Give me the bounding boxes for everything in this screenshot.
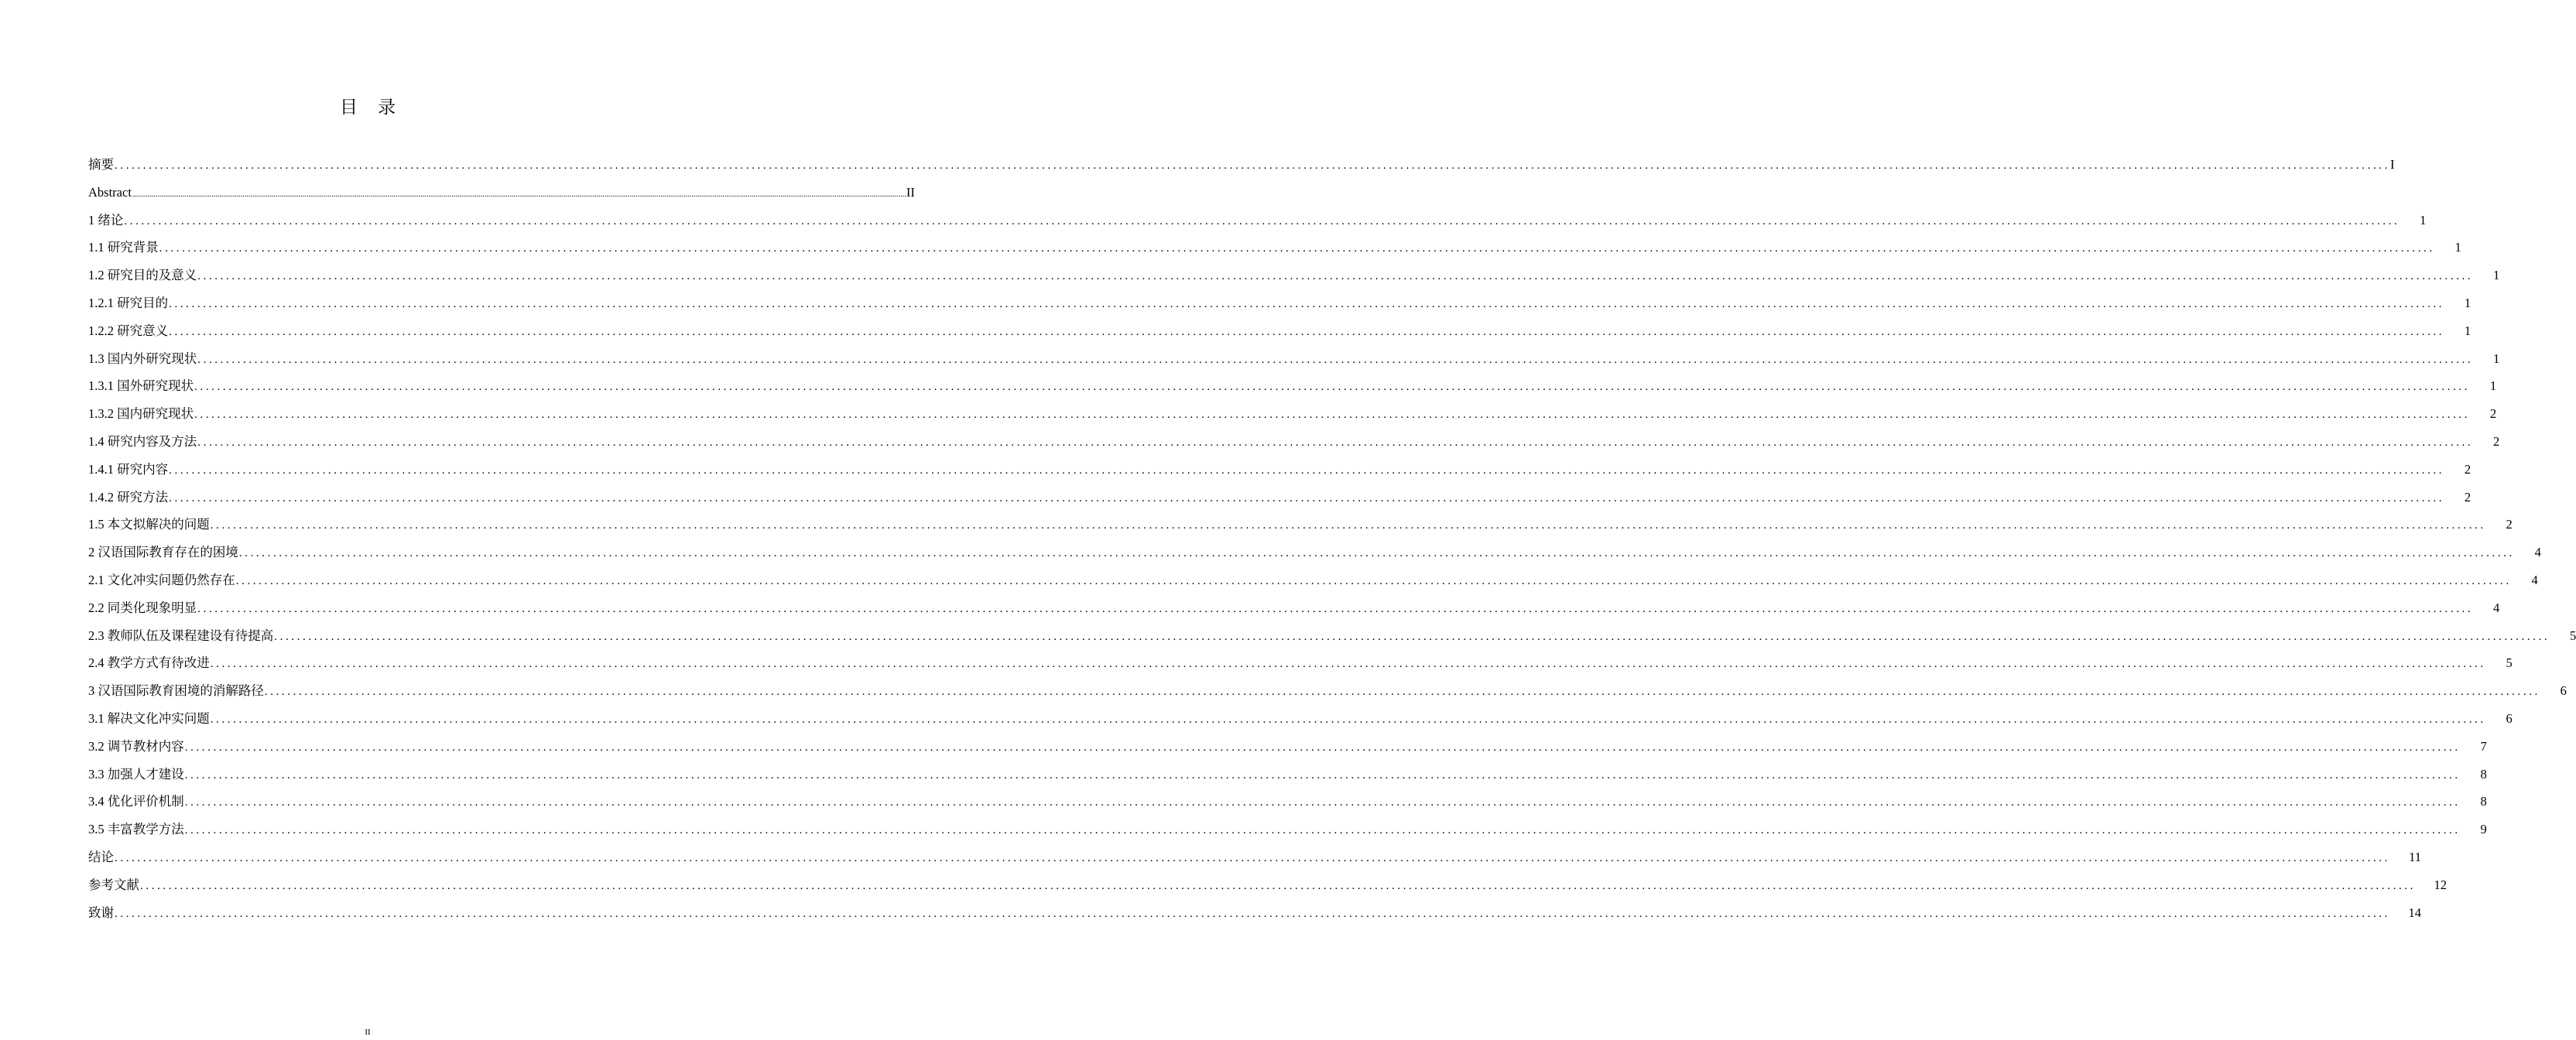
toc-entry[interactable] <box>88 234 2461 262</box>
toc-entry-label: Abstract <box>88 184 132 200</box>
toc-entry-page: 2 <box>2464 461 2472 477</box>
toc-leader-dots: ................................................................................................................................................................................................................................................................................................................................................................................................................ <box>184 824 2461 837</box>
toc-entry-page: 1 <box>2493 268 2500 283</box>
toc-entry[interactable] <box>88 289 2472 317</box>
toc-entry[interactable] <box>88 871 2447 899</box>
toc-entry-label: 1.4.1 研究内容 <box>88 461 169 477</box>
toc-leader-dots: ................................................................................................................................................................................................................................................................................................................................................................................................................ <box>264 686 2540 699</box>
toc-entry-label: 1.4.2 研究方法 <box>88 489 169 505</box>
toc-entry-page: 6 <box>2506 710 2513 726</box>
toc-leader-dots: ................................................................................................................................................................................................................................................................................................................................................................................................................ <box>197 436 2474 449</box>
toc-entry-label: 1.3 国内外研究现状 <box>88 351 197 366</box>
page-title: 目录 <box>340 98 416 118</box>
toc-entry-label: 致谢 <box>88 905 114 920</box>
toc-entry-label: 2.2 同类化现象明显 <box>88 600 197 615</box>
toc-entry-page: 1 <box>2454 240 2461 255</box>
toc-leader-dots: ................................................................................................................................................................................................................................................................................................................................................................................................................ <box>115 907 2390 920</box>
toc-entry-page: 4 <box>2493 600 2500 615</box>
toc-entry-page: 1 <box>2420 212 2427 228</box>
toc-leader-dots: ................................................................................................................................................................................................................................................................................................................................................................................................................ <box>184 768 2461 782</box>
toc-leader-dots: ................................................................................................................................................................................................................................................................................................................................................................................................................ <box>140 879 2416 892</box>
toc-entry-label: 1.1 研究背景 <box>88 240 159 255</box>
toc-entry[interactable] <box>88 207 2427 234</box>
toc-entry-label: 摘要 <box>88 157 114 172</box>
toc-leader-dots: ................................................................................................................................................................................................................................................................................................................................................................................................................ <box>274 630 2550 643</box>
toc-entry[interactable] <box>88 899 2421 927</box>
toc-entry-label: 1.5 本文拟解决的问题 <box>88 517 210 532</box>
toc-entry[interactable] <box>88 317 2472 345</box>
toc-entry[interactable] <box>88 594 2500 622</box>
toc-entry[interactable] <box>88 179 915 207</box>
table-of-contents <box>88 151 2576 926</box>
page-number: II <box>365 1028 371 1037</box>
toc-entry-page: 1 <box>2464 323 2472 338</box>
toc-entry-label: 3.4 优化评价机制 <box>88 794 184 809</box>
toc-leader-dots: ................................................................................................................................................................................................................................................................................................................................................................................................................ <box>124 214 2400 228</box>
toc-entry-label: 2.1 文化冲实问题仍然存在 <box>88 572 235 587</box>
toc-leader-dots: ................................................................................................................................................................................................................................................................................................................................................................................................................ <box>169 464 2445 477</box>
toc-entry-page: 2 <box>2489 406 2497 422</box>
toc-entry-page: 1 <box>2464 295 2472 310</box>
toc-leader-dots: ................................................................................................................................................................................................................................................................................................................................................................................................................ <box>197 602 2474 615</box>
toc-entry[interactable] <box>88 511 2513 539</box>
toc-entry[interactable] <box>88 566 2538 594</box>
toc-entry-page: 1 <box>2493 351 2500 366</box>
toc-entry-label: 3.3 加强人才建设 <box>88 766 184 782</box>
toc-entry-label: 2 汉语国际教育存在的困境 <box>88 545 238 560</box>
toc-entry[interactable] <box>88 622 2576 650</box>
toc-leader-dots: ................................................................................................................................................................................................................................................................................................................................................................................................................ <box>197 270 2474 283</box>
toc-entry-page: 11 <box>2409 849 2421 864</box>
toc-entry[interactable] <box>88 345 2500 373</box>
toc-entry-page: 5 <box>2506 655 2513 671</box>
toc-entry[interactable] <box>88 816 2487 843</box>
toc-entry[interactable] <box>88 456 2472 484</box>
toc-entry[interactable] <box>88 843 2421 871</box>
toc-leader-dots: ................................................................................................................................................................................................................................................................................................................................................................................................................ <box>132 190 906 199</box>
toc-entry-label: 1.3.1 国外研究现状 <box>88 378 194 394</box>
toc-entry[interactable] <box>88 677 2567 705</box>
toc-entry-label: 结论 <box>88 849 114 864</box>
toc-entry-page: 4 <box>2534 545 2541 560</box>
toc-entry[interactable] <box>88 539 2541 566</box>
toc-leader-dots: ................................................................................................................................................................................................................................................................................................................................................................................................................ <box>169 325 2445 338</box>
toc-entry-page: 1 <box>2489 378 2497 394</box>
toc-entry-label: 3.1 解决文化冲实问题 <box>88 710 210 726</box>
toc-entry-label: 1.2.2 研究意义 <box>88 323 169 338</box>
toc-leader-dots: ................................................................................................................................................................................................................................................................................................................................................................................................................ <box>194 409 2471 422</box>
toc-leader-dots: ................................................................................................................................................................................................................................................................................................................................................................................................................ <box>184 741 2461 754</box>
toc-entry[interactable] <box>88 428 2500 456</box>
toc-entry-page: 7 <box>2480 738 2487 754</box>
toc-leader-dots: ................................................................................................................................................................................................................................................................................................................................................................................................................ <box>115 159 2390 172</box>
toc-entry-label: 1.2.1 研究目的 <box>88 295 169 310</box>
toc-entry-label: 1.2 研究目的及意义 <box>88 268 197 283</box>
toc-entry-page: 2 <box>2493 433 2500 449</box>
toc-leader-dots: ................................................................................................................................................................................................................................................................................................................................................................................................................ <box>210 713 2486 726</box>
toc-entry-page: 9 <box>2480 822 2487 837</box>
toc-entry-page: 6 <box>2560 683 2567 699</box>
toc-entry-label: 3.5 丰富教学方法 <box>88 822 184 837</box>
toc-entry-label: 2.3 教师队伍及课程建设有待提高 <box>88 628 274 643</box>
toc-leader-dots: ................................................................................................................................................................................................................................................................................................................................................................................................................ <box>210 519 2486 532</box>
toc-entry-page: 4 <box>2531 572 2538 587</box>
toc-leader-dots: ................................................................................................................................................................................................................................................................................................................................................................................................................ <box>159 242 2435 255</box>
toc-leader-dots: ................................................................................................................................................................................................................................................................................................................................................................................................................ <box>169 297 2445 310</box>
toc-entry-label: 参考文献 <box>88 877 139 892</box>
toc-leader-dots: ................................................................................................................................................................................................................................................................................................................................................................................................................ <box>235 574 2512 587</box>
toc-entry-page: II <box>906 184 915 200</box>
toc-entry-page: I <box>2390 157 2395 172</box>
toc-leader-dots: ................................................................................................................................................................................................................................................................................................................................................................................................................ <box>210 658 2486 671</box>
toc-entry[interactable] <box>88 372 2497 400</box>
toc-entry[interactable] <box>88 705 2513 733</box>
toc-entry[interactable] <box>88 400 2497 428</box>
toc-entry-label: 3.2 调节教材内容 <box>88 738 184 754</box>
toc-entry-page: 2 <box>2464 489 2472 505</box>
toc-entry[interactable] <box>88 788 2487 816</box>
toc-leader-dots: ................................................................................................................................................................................................................................................................................................................................................................................................................ <box>238 547 2515 560</box>
toc-leader-dots: ................................................................................................................................................................................................................................................................................................................................................................................................................ <box>184 796 2461 809</box>
toc-leader-dots: ................................................................................................................................................................................................................................................................................................................................................................................................................ <box>169 491 2445 505</box>
toc-entry[interactable] <box>88 733 2487 761</box>
toc-entry-page: 8 <box>2480 794 2487 809</box>
toc-entry-page: 5 <box>2570 628 2576 643</box>
toc-entry-label: 1.3.2 国内研究现状 <box>88 406 194 422</box>
toc-entry[interactable] <box>88 484 2472 511</box>
toc-leader-dots: ................................................................................................................................................................................................................................................................................................................................................................................................................ <box>197 353 2474 366</box>
toc-entry[interactable] <box>88 151 2395 179</box>
toc-entry-page: 2 <box>2506 517 2513 532</box>
toc-entry-label: 3 汉语国际教育困境的消解路径 <box>88 683 264 699</box>
toc-entry[interactable] <box>88 761 2487 789</box>
toc-entry[interactable] <box>88 649 2513 677</box>
toc-entry-label: 1.4 研究内容及方法 <box>88 433 197 449</box>
toc-entry-label: 2.4 教学方式有待改进 <box>88 655 210 671</box>
toc-entry-page: 8 <box>2480 766 2487 782</box>
toc-entry-page: 14 <box>2408 905 2421 920</box>
toc-entry[interactable] <box>88 262 2500 289</box>
toc-leader-dots: ................................................................................................................................................................................................................................................................................................................................................................................................................ <box>194 381 2471 394</box>
toc-entry-label: 1 绪论 <box>88 212 124 228</box>
toc-entry-page: 12 <box>2434 877 2447 892</box>
toc-leader-dots: ................................................................................................................................................................................................................................................................................................................................................................................................................ <box>115 851 2390 864</box>
